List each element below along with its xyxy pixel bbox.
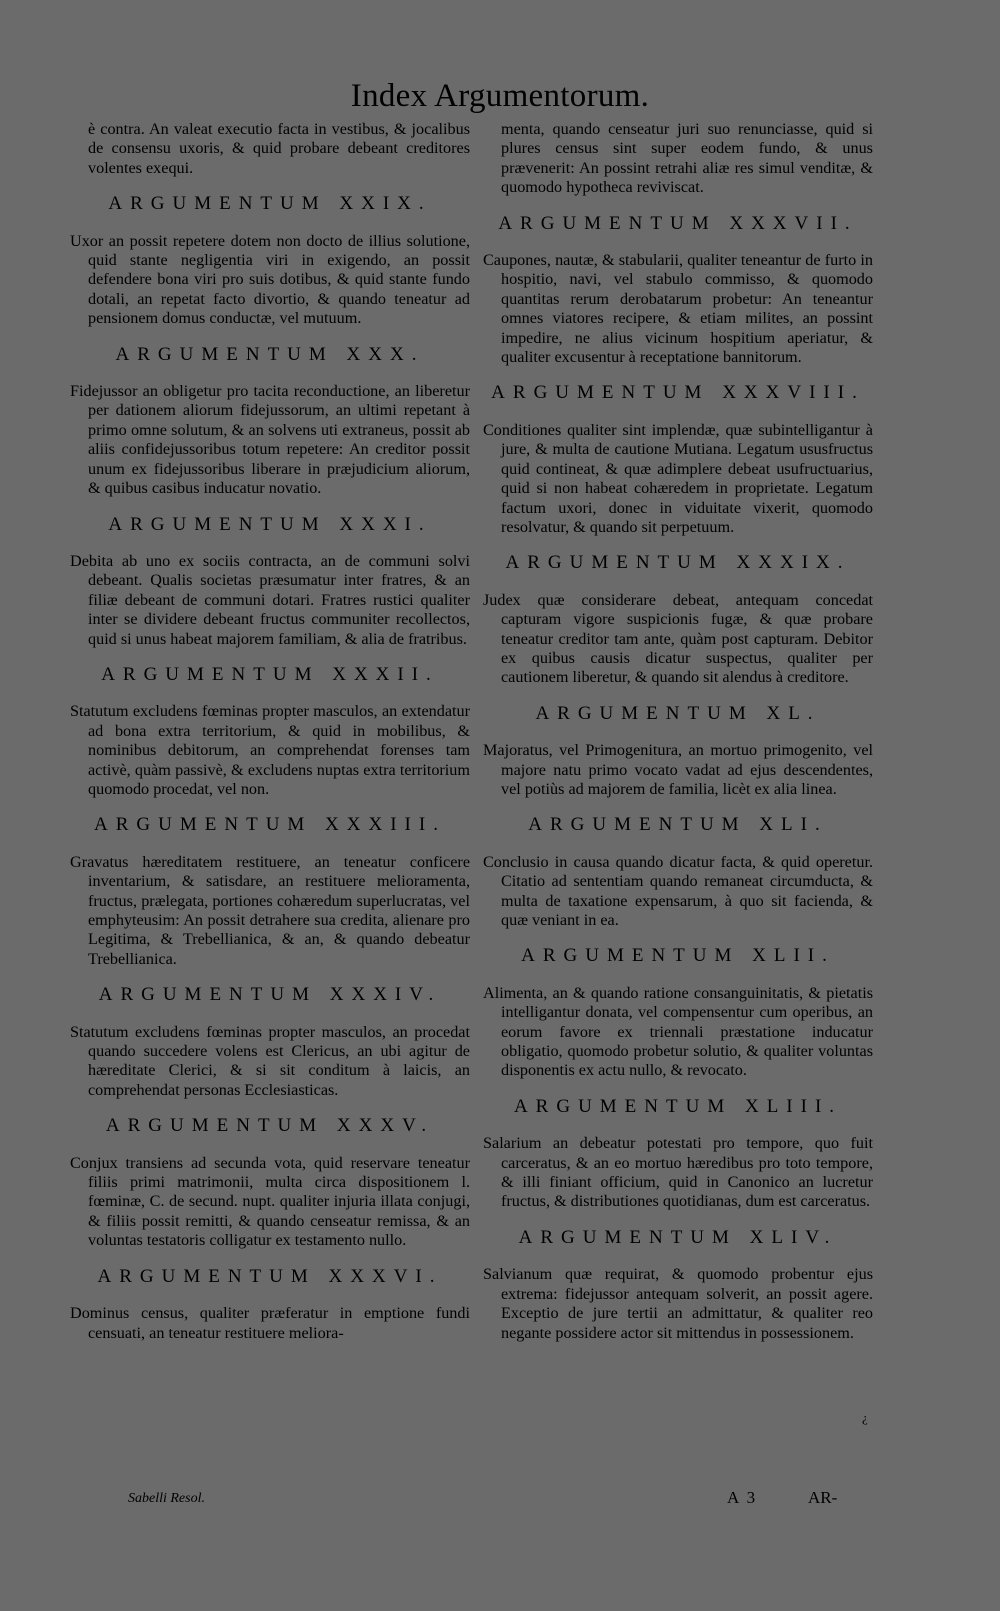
argument-text: Caupones, nautæ, & stabularii, qualiter teneantur de furto in hospitio, navi, vel stabulo commisso, & quomodo quantitas rerum derobatarum probetur: An teneantur omnes viatores recipere, & etiam milites, an possint impedire, ne alius vicinum hospitium aperiatur, & qualiter excusentur à receptatione bannitorum. <box>483 251 873 367</box>
argument-heading: ARGUMENTUM XXXIII. <box>94 814 446 836</box>
argument-section <box>483 815 873 930</box>
argument-section <box>483 704 873 800</box>
argument-heading: ARGUMENTUM XXXVII. <box>498 212 858 234</box>
argument-text: Conclusio in causa quando dicatur facta, & quid operetur. Citatio ad sententiam quando remaneat circumducta, & multa de taxatione expensarum, à quo sit facienda, & quæ veniant in ea. <box>483 852 873 929</box>
argument-text: Fidejussor an obligetur pro tacita reconductione, an liberetur per dationem aliorum fidejussorum, an ultimi repetant à primo omne solutum, & an solvens uti extraneus, possit ab aliis confidejussoribus totum repetere: An creditor possit unum ex fidejussoribus liberare in præjudicium aliorum, & quibus casibus inducatur novatio. <box>70 382 470 498</box>
stray-mark: ¿ <box>862 1410 868 1425</box>
argument-section <box>70 1267 470 1343</box>
argument-text: Statutum excludens fœminas propter masculos, an extendatur ad bona extra territorium, & quid in mobilibus, & nominibus debitorum, an comprehendat forenses tam activè, quàm passivè, & excludens nuptas extra territorium quomodo procedat, vel non. <box>70 702 470 798</box>
argument-heading: ARGUMENTUM XLII. <box>521 945 835 967</box>
left-column <box>70 120 470 1343</box>
argument-text: Gravatus hæreditatem restituere, an teneatur conficere inventarium, & satisdare, an restituere melioramenta, fructus, prælegata, portiones cohæredum superlucratas, vel emphyteusim: An possit detrahere sua credita, alienare pro Legitima, & Trebellianica, & an, & quando debeatur Trebellianica. <box>70 852 470 968</box>
argument-heading: ARGUMENTUM XLIII. <box>513 1095 843 1117</box>
argument-section <box>483 946 873 1080</box>
argument-heading: ARGUMENTUM XXIX. <box>108 193 432 215</box>
gathering-signature: A 3 <box>727 1488 758 1507</box>
argument-heading: ARGUMENTUM XXXVIII. <box>491 382 865 404</box>
argument-section <box>70 194 470 328</box>
argument-text: Alimenta, an & quando ratione consanguinitatis, & pietatis intelligantur donata, vel compensentur cum operibus, an eorum favore ex triennali præstatione inducatur obligatio, quomodo probetur solutio, & qualiter voluntas disponentis ex actu nullo, & revocato. <box>483 983 873 1080</box>
printer-signature-note: Sabelli Resol. <box>128 1491 205 1506</box>
argument-text: Judex quæ considerare debeat, antequam concedat capturam vigore suspicionis fugæ, & quæ probare teneatur creditor tam ante, quàm post capturam. Debitor ex quibus causis dicatur suspectus, qualiter per cautionem liberetur, & quando sit alendus à creditore. <box>483 590 873 687</box>
page-title: Index Argumentorum. <box>350 78 650 114</box>
argument-section <box>70 1116 470 1250</box>
catchword: AR- <box>808 1488 838 1507</box>
right-column <box>483 120 873 1343</box>
argument-heading: ARGUMENTUM XL. <box>535 702 821 724</box>
argument-section <box>70 815 470 969</box>
argument-section <box>70 665 470 799</box>
argument-text: Majoratus, vel Primogenitura, an mortuo primogenito, vel majore natu primo vocato vadat ad ejus descendentes, vel potiùs ad majorem de familia, licèt ex alia linea. <box>483 741 873 798</box>
argument-section <box>483 1228 873 1343</box>
argument-heading: ARGUMENTUM XXXV. <box>105 1115 435 1137</box>
argument-heading: ARGUMENTUM XXXIX. <box>505 552 851 574</box>
argument-section <box>483 214 873 368</box>
argument-section <box>70 345 470 499</box>
argument-text: Uxor an possit repetere dotem non docto de illius solutione, quid stante negligentia viri in exigendo, an possit defendere bona viri pro suis dotibus, & quid stante fundo dotali, an repetat facto divortio, & quando teneatur ad pensionem domus conductæ, vel mutuum. <box>70 231 470 328</box>
argument-section <box>70 985 470 1100</box>
argument-text: Salarium an debeatur potestati pro tempore, quo fuit carceratus, & an eo mortuo hæredibus pro toto tempore, & illi finiant officium, quid in Canonico an lucretur fructus, & distributiones quotidianas, dum est carceratus. <box>483 1134 873 1211</box>
argument-section <box>483 1097 873 1212</box>
argument-heading: ARGUMENTUM XLIV. <box>518 1226 838 1248</box>
argument-heading: ARGUMENTUM XXX. <box>115 343 425 365</box>
argument-heading: ARGUMENTUM XLI. <box>528 814 828 836</box>
argument-heading: ARGUMENTUM XXXVI. <box>97 1265 443 1287</box>
argument-section <box>70 515 470 649</box>
argument-text: Dominus census, qualiter præferatur in emptione fundi censuati, an teneatur restituere meliora- <box>70 1304 470 1342</box>
argument-text: Statutum excludens fœminas propter masculos, an procedat quando succedere volens est Clericus, an ubi agitur de hæreditate Clerici, & si sit conditum à laicis, an comprehendat personas Ecclesiasticas. <box>70 1022 470 1099</box>
argument-heading: ARGUMENTUM XXXI. <box>108 513 432 535</box>
argument-text: Salvianum quæ requirat, & quomodo probentur ejus extrema: fidejussor antequam solverit, an possit agere. Exceptio de jure tertii an admittatur, & qualiter reo negante possidere actor sit mittendus in possessionem. <box>483 1265 873 1342</box>
argument-heading: ARGUMENTUM XXXII. <box>101 663 439 685</box>
argument-text: Debita ab uno ex sociis contracta, an de communi solvi debeant. Qualis societas præsumatur inter fratres, & an filiæ debeant de communi dotari. Fratres rustici qualiter inter se dividere debeant fructus communiter recollectos, quid si unus habeat majorem familiam, & alia de fratribus. <box>70 551 470 648</box>
argument-text: Conjux transiens ad secunda vota, quid reservare teneatur filiis primi matrimonii, multa circa dispositionem l. fœminæ, C. de secund. nupt. qualiter injuria illata conjugi, & filiis possit remitti, & quando censeatur remissa, & an voluntas testatoris colligatur ex testamento nullo. <box>70 1153 470 1250</box>
argument-heading: ARGUMENTUM XXXIV. <box>98 984 442 1006</box>
continuation-text: è contra. An valeat executio facta in vestibus, & jocalibus de consensu uxoris, & quid probare debeant creditores volentes exequi. <box>88 120 470 177</box>
argument-section <box>483 553 873 687</box>
argument-text: Conditiones qualiter sint implendæ, quæ subintelligantur à jure, & multa de cautione Mutiana. Legatum ususfructus quid contineat, & quæ adimplere debeat usufructuarius, quid si non habeat cohæredem in proprietate. Legatum factum uxori, donec in viduitate vixerit, quomodo resolvatur, & quando sit perpetuum. <box>483 420 873 536</box>
argument-section <box>483 383 873 537</box>
continuation-text: menta, quando censeatur juri suo renunciasse, quid si plures census sint super eodem fundo, & unus prævenerit: An possint retrahi aliæ res simul venditæ, & quomodo hypotheca reviviscat. <box>501 120 873 197</box>
